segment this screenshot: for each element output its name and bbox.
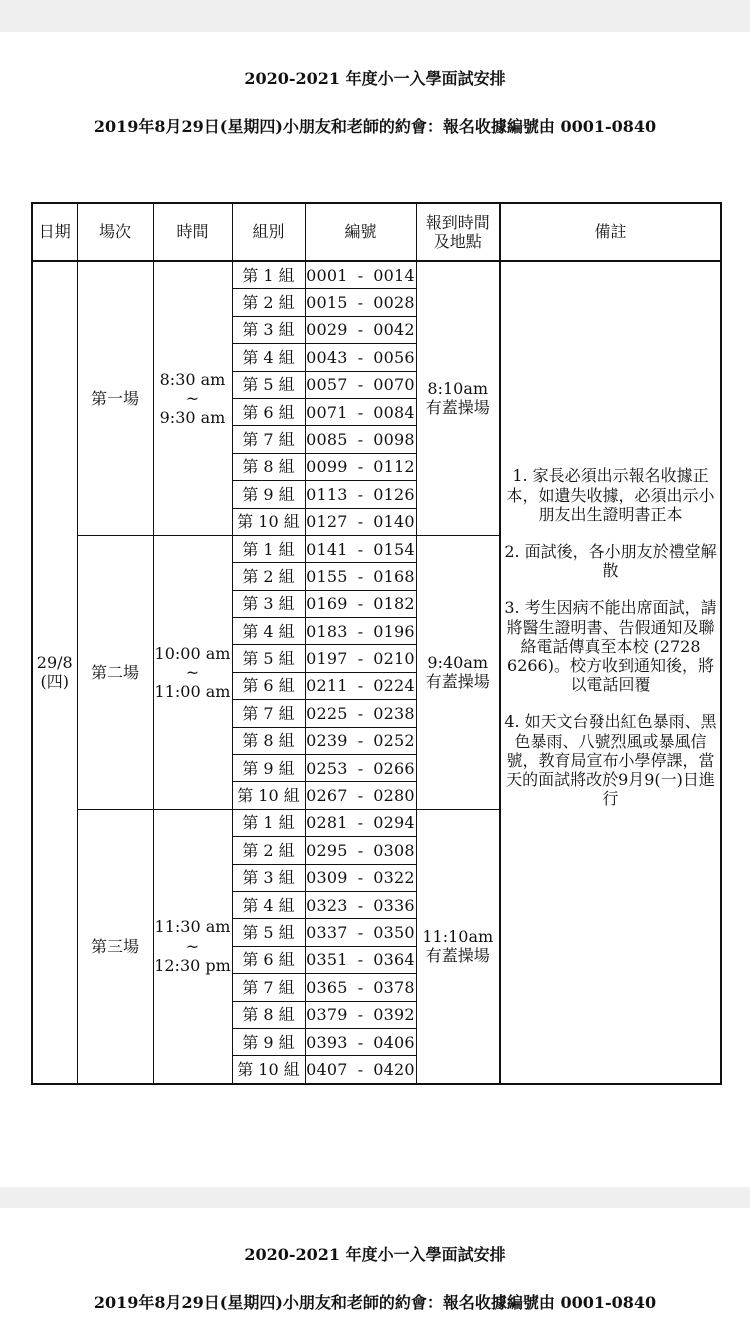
group-cell: 第 2 組 — [232, 837, 305, 864]
table-row — [32, 261, 721, 289]
code-separator: - — [357, 758, 364, 778]
session-time-cell — [153, 809, 232, 1083]
group-cell: 第 8 組 — [232, 1001, 305, 1028]
code-from: 0169 — [306, 594, 348, 614]
code-separator: - — [357, 484, 364, 504]
group-cell: 第 1 組 — [232, 809, 305, 836]
code-range-cell — [305, 371, 416, 398]
group-cell: 第 9 組 — [232, 755, 305, 782]
report-time: 8:10am — [427, 379, 489, 399]
code-from: 0281 — [306, 813, 348, 833]
code-from: 0225 — [306, 703, 348, 723]
header-report-line2: 及地點 — [433, 232, 482, 251]
code-to: 0308 — [373, 840, 415, 860]
header-group: 組別 — [232, 203, 305, 261]
report-time-place-cell — [416, 535, 500, 809]
code-range-cell — [305, 453, 416, 480]
code-to: 0350 — [373, 922, 415, 942]
code-separator: - — [357, 676, 364, 696]
group-cell: 第 5 組 — [232, 919, 305, 946]
code-from: 0323 — [306, 895, 348, 915]
code-range-cell — [305, 891, 416, 918]
report-time: 11:10am — [422, 927, 494, 947]
code-from: 0099 — [306, 457, 348, 477]
code-from: 0001 — [306, 265, 348, 285]
group-cell: 第 10 組 — [232, 508, 305, 535]
code-from: 0183 — [306, 621, 348, 641]
remark-item: 1. 家長必須出示報名收據正本，如遺失收據，必須出示小朋友出生證明書正本 — [506, 466, 715, 524]
code-to: 0406 — [373, 1032, 415, 1052]
time-start: 8:30 am — [159, 369, 226, 389]
group-cell: 第 4 組 — [232, 344, 305, 371]
group-cell: 第 7 組 — [232, 700, 305, 727]
code-to: 0364 — [373, 950, 415, 970]
time-end: 12:30 pm — [154, 955, 231, 975]
report-place: 有蓋操場 — [425, 398, 490, 418]
code-range-cell — [305, 1056, 416, 1084]
header-date: 日期 — [32, 203, 77, 261]
group-cell: 第 6 組 — [232, 398, 305, 425]
code-from: 0393 — [306, 1032, 348, 1052]
session-name-cell: 第一場 — [77, 261, 153, 535]
code-to: 0140 — [373, 512, 415, 532]
code-separator: - — [357, 731, 364, 751]
group-cell: 第 1 組 — [232, 261, 305, 289]
code-range-cell — [305, 508, 416, 535]
time-start: 10:00 am — [154, 643, 231, 663]
code-separator: - — [357, 977, 364, 997]
code-to: 0154 — [373, 539, 415, 559]
code-range-cell — [305, 672, 416, 699]
code-from: 0085 — [306, 429, 348, 449]
document-page-1 — [0, 32, 750, 1187]
code-separator: - — [357, 621, 364, 641]
code-from: 0379 — [306, 1005, 348, 1025]
group-cell: 第 3 組 — [232, 316, 305, 343]
group-cell: 第 5 組 — [232, 645, 305, 672]
time-separator: ~ — [185, 936, 200, 956]
code-separator: - — [357, 292, 364, 312]
header-time: 時間 — [153, 203, 232, 261]
code-to: 0042 — [373, 320, 415, 340]
code-range-cell — [305, 618, 416, 645]
code-separator: - — [357, 868, 364, 888]
report-time-place-cell — [416, 809, 500, 1083]
table-header-row — [32, 203, 721, 261]
group-cell: 第 6 組 — [232, 946, 305, 973]
code-to: 0168 — [373, 566, 415, 586]
code-from: 0407 — [306, 1059, 348, 1079]
code-range-cell — [305, 398, 416, 425]
report-place: 有蓋操場 — [425, 946, 490, 966]
code-separator: - — [357, 1059, 364, 1079]
group-cell: 第 10 組 — [232, 782, 305, 809]
report-time: 9:40am — [427, 653, 489, 673]
code-separator: - — [357, 840, 364, 860]
code-from: 0043 — [306, 347, 348, 367]
code-from: 0239 — [306, 731, 348, 751]
header-report-line1: 報到時間 — [425, 212, 490, 232]
report-time-place-cell — [416, 261, 500, 535]
code-to: 0014 — [373, 265, 415, 285]
time-end: 9:30 am — [159, 408, 226, 428]
group-cell: 第 6 組 — [232, 672, 305, 699]
group-cell: 第 10 組 — [232, 1056, 305, 1084]
code-separator: - — [357, 703, 364, 723]
code-to: 0238 — [373, 703, 415, 723]
code-range-cell — [305, 864, 416, 891]
header-report — [416, 203, 500, 261]
code-from: 0197 — [306, 649, 348, 669]
code-range-cell — [305, 563, 416, 590]
code-from: 0155 — [306, 566, 348, 586]
code-range-cell — [305, 782, 416, 809]
document-page-2 — [0, 1208, 750, 1334]
code-range-cell — [305, 481, 416, 508]
code-from: 0365 — [306, 977, 348, 997]
code-separator: - — [357, 429, 364, 449]
code-separator: - — [357, 594, 364, 614]
code-range-cell — [305, 344, 416, 371]
group-cell: 第 8 組 — [232, 727, 305, 754]
code-range-cell — [305, 809, 416, 836]
code-from: 0295 — [306, 840, 348, 860]
code-from: 0267 — [306, 786, 348, 806]
group-cell: 第 8 組 — [232, 453, 305, 480]
code-separator: - — [357, 539, 364, 559]
code-separator: - — [357, 895, 364, 915]
time-separator: ~ — [185, 662, 200, 682]
code-range-cell — [305, 974, 416, 1001]
code-from: 0211 — [306, 676, 348, 696]
code-range-cell — [305, 316, 416, 343]
code-range-cell — [305, 590, 416, 617]
code-from: 0309 — [306, 868, 348, 888]
code-separator: - — [357, 922, 364, 942]
group-cell: 第 2 組 — [232, 563, 305, 590]
group-cell: 第 4 組 — [232, 891, 305, 918]
code-range-cell — [305, 1028, 416, 1055]
header-session: 場次 — [77, 203, 153, 261]
code-from: 0337 — [306, 922, 348, 942]
time-end: 11:00 am — [154, 681, 231, 701]
document-subtitle-repeat: 2019年8月29日(星期四)小朋友和老師的約會：報名收據編號由 0001-0840 — [93, 1293, 657, 1312]
time-start: 11:30 am — [154, 917, 231, 937]
code-from: 0351 — [306, 950, 348, 970]
code-range-cell — [305, 700, 416, 727]
group-cell: 第 5 組 — [232, 371, 305, 398]
date-line1: 29/8 — [36, 653, 73, 673]
code-range-cell — [305, 289, 416, 316]
code-to: 0196 — [373, 621, 415, 641]
session-time-cell — [153, 535, 232, 809]
document-subtitle: 2019年8月29日(星期四)小朋友和老師的約會：報名收據編號由 0001-0840 — [93, 117, 657, 136]
report-place: 有蓋操場 — [425, 672, 490, 692]
code-range-cell — [305, 1001, 416, 1028]
code-separator: - — [357, 512, 364, 532]
code-range-cell — [305, 755, 416, 782]
group-cell: 第 4 組 — [232, 618, 305, 645]
code-separator: - — [357, 402, 364, 422]
remark-item: 3. 考生因病不能出席面試，請將醫生證明書、告假通知及聯絡電話傳真至本校 (2728 6266)。校方收到通知後，將以電話回覆 — [504, 598, 717, 695]
code-range-cell — [305, 727, 416, 754]
code-to: 0336 — [373, 895, 415, 915]
session-name-cell: 第三場 — [77, 809, 153, 1083]
code-range-cell — [305, 837, 416, 864]
code-to: 0112 — [373, 457, 415, 477]
group-cell: 第 9 組 — [232, 481, 305, 508]
group-cell: 第 3 組 — [232, 590, 305, 617]
header-code: 編號 — [305, 203, 416, 261]
remarks-cell — [500, 261, 721, 1084]
code-from: 0113 — [306, 484, 348, 504]
code-from: 0127 — [306, 512, 348, 532]
date-line2: (四) — [40, 672, 69, 692]
code-from: 0141 — [306, 539, 348, 559]
remark-item: 2. 面試後，各小朋友於禮堂解散 — [504, 542, 717, 581]
code-to: 0098 — [373, 429, 415, 449]
code-separator: - — [357, 1032, 364, 1052]
code-to: 0084 — [373, 402, 415, 422]
code-separator: - — [357, 649, 364, 669]
code-to: 0420 — [373, 1059, 415, 1079]
code-separator: - — [357, 950, 364, 970]
code-to: 0252 — [373, 731, 415, 751]
code-separator: - — [357, 786, 364, 806]
code-separator: - — [357, 566, 364, 586]
code-range-cell — [305, 919, 416, 946]
session-time-cell — [153, 261, 232, 535]
code-to: 0126 — [373, 484, 415, 504]
code-range-cell — [305, 535, 416, 562]
group-cell: 第 1 組 — [232, 535, 305, 562]
code-separator: - — [357, 813, 364, 833]
group-cell: 第 7 組 — [232, 974, 305, 1001]
code-separator: - — [357, 1005, 364, 1025]
date-cell — [32, 261, 77, 1084]
code-to: 0266 — [373, 758, 415, 778]
table-body — [32, 261, 721, 1084]
session-name-cell: 第二場 — [77, 535, 153, 809]
code-to: 0378 — [373, 977, 415, 997]
code-separator: - — [357, 347, 364, 367]
code-from: 0029 — [306, 320, 348, 340]
remark-item: 4. 如天文台發出紅色暴雨、黑色暴雨、八號烈風或暴風信號，教育局宣布小學停課，當天的面試將改於9月9(一)日進行 — [504, 712, 717, 809]
code-range-cell — [305, 426, 416, 453]
code-separator: - — [357, 265, 364, 285]
code-to: 0322 — [373, 868, 415, 888]
code-to: 0294 — [373, 813, 415, 833]
interview-schedule-table — [31, 202, 722, 1085]
code-to: 0056 — [373, 347, 415, 367]
document-title-repeat: 2020-2021 年度小一入學面試安排 — [244, 1245, 506, 1264]
code-to: 0392 — [373, 1005, 415, 1025]
group-cell: 第 2 組 — [232, 289, 305, 316]
code-from: 0057 — [306, 375, 348, 395]
code-separator: - — [357, 375, 364, 395]
code-to: 0028 — [373, 292, 415, 312]
group-cell: 第 3 組 — [232, 864, 305, 891]
code-separator: - — [357, 320, 364, 340]
code-range-cell — [305, 946, 416, 973]
code-to: 0224 — [373, 676, 415, 696]
code-to: 0280 — [373, 786, 415, 806]
code-to: 0210 — [373, 649, 415, 669]
code-from: 0253 — [306, 758, 348, 778]
code-from: 0015 — [306, 292, 348, 312]
code-from: 0071 — [306, 402, 348, 422]
code-to: 0182 — [373, 594, 415, 614]
document-title: 2020-2021 年度小一入學面試安排 — [244, 69, 506, 88]
code-to: 0070 — [373, 375, 415, 395]
code-separator: - — [357, 457, 364, 477]
group-cell: 第 7 組 — [232, 426, 305, 453]
header-remarks: 備註 — [500, 203, 721, 261]
code-range-cell — [305, 261, 416, 289]
group-cell: 第 9 組 — [232, 1028, 305, 1055]
code-range-cell — [305, 645, 416, 672]
time-separator: ~ — [185, 388, 200, 408]
